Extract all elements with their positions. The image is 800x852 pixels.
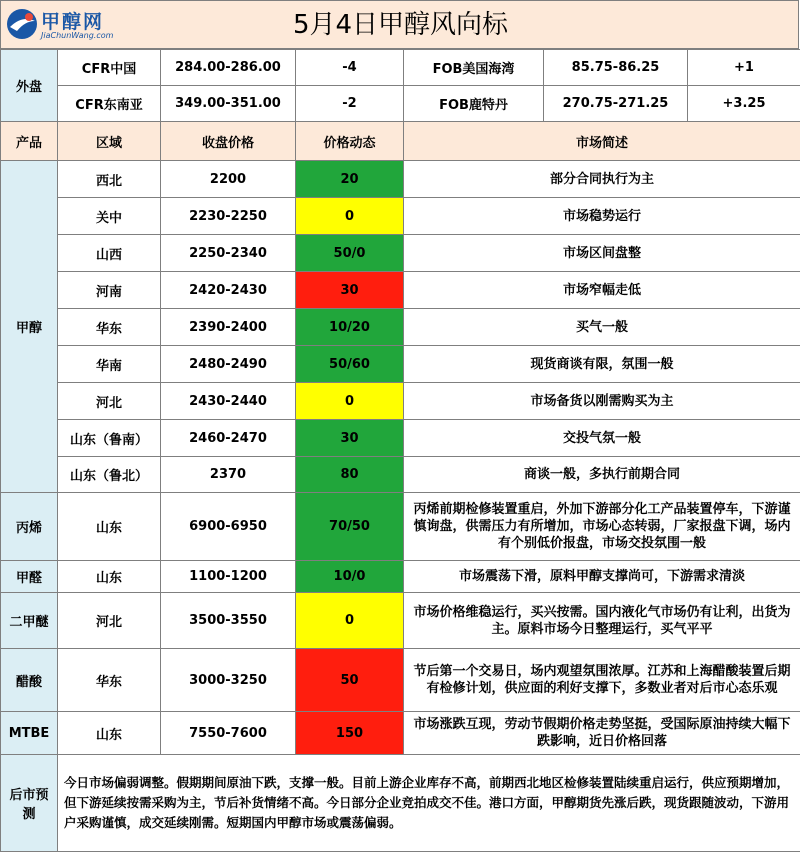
dynamic-cell: 70/50 (296, 493, 404, 561)
summary-cell: 市场备货以刚需购买为主 (404, 383, 800, 420)
product-row (1, 383, 800, 420)
summary-cell: 现货商谈有限，氛围一般 (404, 346, 800, 383)
header-bar (0, 0, 799, 49)
header-product: 产品 (1, 122, 58, 161)
product-row (1, 235, 800, 272)
logo-icon (5, 7, 39, 41)
region-cell: 山东 (58, 493, 161, 561)
product-name: 甲醛 (1, 561, 58, 593)
product-row (1, 346, 800, 383)
summary-cell: 节后第一个交易日，场内观望氛围浓厚。江苏和上海醋酸装置后期有检修计划，供应面的利好支撑下，多数业者对后市心态乐观 (404, 649, 800, 712)
header-row (1, 122, 800, 161)
dynamic-cell: 50/60 (296, 346, 404, 383)
price-table (0, 49, 800, 852)
region-cell: 华南 (58, 346, 161, 383)
dynamic-cell: 10/20 (296, 309, 404, 346)
external-price: 349.00-351.00 (161, 86, 296, 122)
product-row (1, 420, 800, 457)
external-change: -2 (296, 86, 404, 122)
forecast-row (1, 755, 800, 852)
product-row (1, 309, 800, 346)
logo (5, 5, 123, 45)
dynamic-cell: 0 (296, 593, 404, 649)
summary-cell: 市场稳势运行 (404, 198, 800, 235)
price-cell: 6900-6950 (161, 493, 296, 561)
summary-cell: 市场区间盘整 (404, 235, 800, 272)
price-cell: 1100-1200 (161, 561, 296, 593)
summary-cell: 丙烯前期检修装置重启，外加下游部分化工产品装置停车，下游谨慎询盘，供需压力有所增加，市场心态转弱，厂家报盘下调，场内有个别低价报盘，市场交投氛围一般 (404, 493, 800, 561)
summary-cell: 商谈一般，多执行前期合同 (404, 457, 800, 493)
header-summary: 市场简述 (404, 122, 800, 161)
price-cell: 7550-7600 (161, 712, 296, 755)
price-cell: 2460-2470 (161, 420, 296, 457)
dynamic-cell: 50/0 (296, 235, 404, 272)
external-name: CFR东南亚 (58, 86, 161, 122)
product-name: 二甲醚 (1, 593, 58, 649)
region-cell: 华东 (58, 309, 161, 346)
summary-cell: 市场窄幅走低 (404, 272, 800, 309)
logo-text: 甲醇网 (41, 7, 104, 34)
product-row (1, 561, 800, 593)
region-cell: 山东（鲁南） (58, 420, 161, 457)
product-row (1, 272, 800, 309)
summary-cell: 交投气氛一般 (404, 420, 800, 457)
region-cell: 山东 (58, 712, 161, 755)
price-cell: 3000-3250 (161, 649, 296, 712)
region-cell: 华东 (58, 649, 161, 712)
dynamic-cell: 50 (296, 649, 404, 712)
product-name: 甲醇 (1, 161, 58, 493)
external-change2: +3.25 (688, 86, 800, 122)
region-cell: 西北 (58, 161, 161, 198)
region-cell: 山东 (58, 561, 161, 593)
dynamic-cell: 150 (296, 712, 404, 755)
external-name2: FOB鹿特丹 (404, 86, 544, 122)
header-dynamic: 价格动态 (296, 122, 404, 161)
dynamic-cell: 0 (296, 383, 404, 420)
forecast-text: 今日市场偏弱调整。假期期间原油下跌，支撑一般。目前上游企业库存不高，前期西北地区检修装置陆续重启运行，供应预期增加，但下游延续按需采购为主，节后补货情绪不高。今日部分企业竞拍成交不佳。港口方面，甲醇期货先涨后跌，现货跟随波动，下游用户采购谨慎，成交延续刚需。短期国内甲醇市场或震荡偏弱。 (58, 755, 800, 852)
dynamic-cell: 20 (296, 161, 404, 198)
header-region: 区域 (58, 122, 161, 161)
external-change: -4 (296, 50, 404, 86)
price-cell: 2250-2340 (161, 235, 296, 272)
price-cell: 3500-3550 (161, 593, 296, 649)
product-name: 醋酸 (1, 649, 58, 712)
price-cell: 2230-2250 (161, 198, 296, 235)
summary-cell: 市场价格维稳运行，买兴按需。国内液化气市场仍有让利，出货为主。原料市场今日整理运行，买气平平 (404, 593, 800, 649)
product-row (1, 712, 800, 755)
dynamic-cell: 10/0 (296, 561, 404, 593)
product-row (1, 161, 800, 198)
price-cell: 2430-2440 (161, 383, 296, 420)
summary-cell: 市场震荡下滑，原料甲醇支撑尚可，下游需求清淡 (404, 561, 800, 593)
page-title: 5月4日甲醇风向标 (1, 1, 800, 50)
summary-cell: 买气一般 (404, 309, 800, 346)
product-name: 丙烯 (1, 493, 58, 561)
logo-subtitle: JiaChunWang.com (41, 31, 113, 40)
region-cell: 河南 (58, 272, 161, 309)
summary-cell: 市场涨跌互现，劳动节假期价格走势坚挺，受国际原油持续大幅下跌影响，近日价格回落 (404, 712, 800, 755)
product-name: MTBE (1, 712, 58, 755)
summary-cell: 部分合同执行为主 (404, 161, 800, 198)
external-price: 284.00-286.00 (161, 50, 296, 86)
dynamic-cell: 30 (296, 420, 404, 457)
external-row (1, 50, 800, 86)
region-cell: 山西 (58, 235, 161, 272)
external-name2: FOB美国海湾 (404, 50, 544, 86)
dynamic-cell: 80 (296, 457, 404, 493)
region-cell: 河北 (58, 593, 161, 649)
region-cell: 关中 (58, 198, 161, 235)
external-change2: +1 (688, 50, 800, 86)
forecast-label: 后市预测 (1, 755, 58, 852)
external-price2: 85.75-86.25 (544, 50, 688, 86)
external-row (1, 86, 800, 122)
dynamic-cell: 0 (296, 198, 404, 235)
external-price2: 270.75-271.25 (544, 86, 688, 122)
product-row (1, 457, 800, 493)
header-close: 收盘价格 (161, 122, 296, 161)
external-label: 外盘 (1, 50, 58, 122)
price-cell: 2480-2490 (161, 346, 296, 383)
dynamic-cell: 30 (296, 272, 404, 309)
region-cell: 河北 (58, 383, 161, 420)
price-cell: 2200 (161, 161, 296, 198)
price-cell: 2370 (161, 457, 296, 493)
region-cell: 山东（鲁北） (58, 457, 161, 493)
product-row (1, 649, 800, 712)
external-name: CFR中国 (58, 50, 161, 86)
product-row (1, 593, 800, 649)
product-row (1, 198, 800, 235)
price-cell: 2420-2430 (161, 272, 296, 309)
price-cell: 2390-2400 (161, 309, 296, 346)
product-row (1, 493, 800, 561)
